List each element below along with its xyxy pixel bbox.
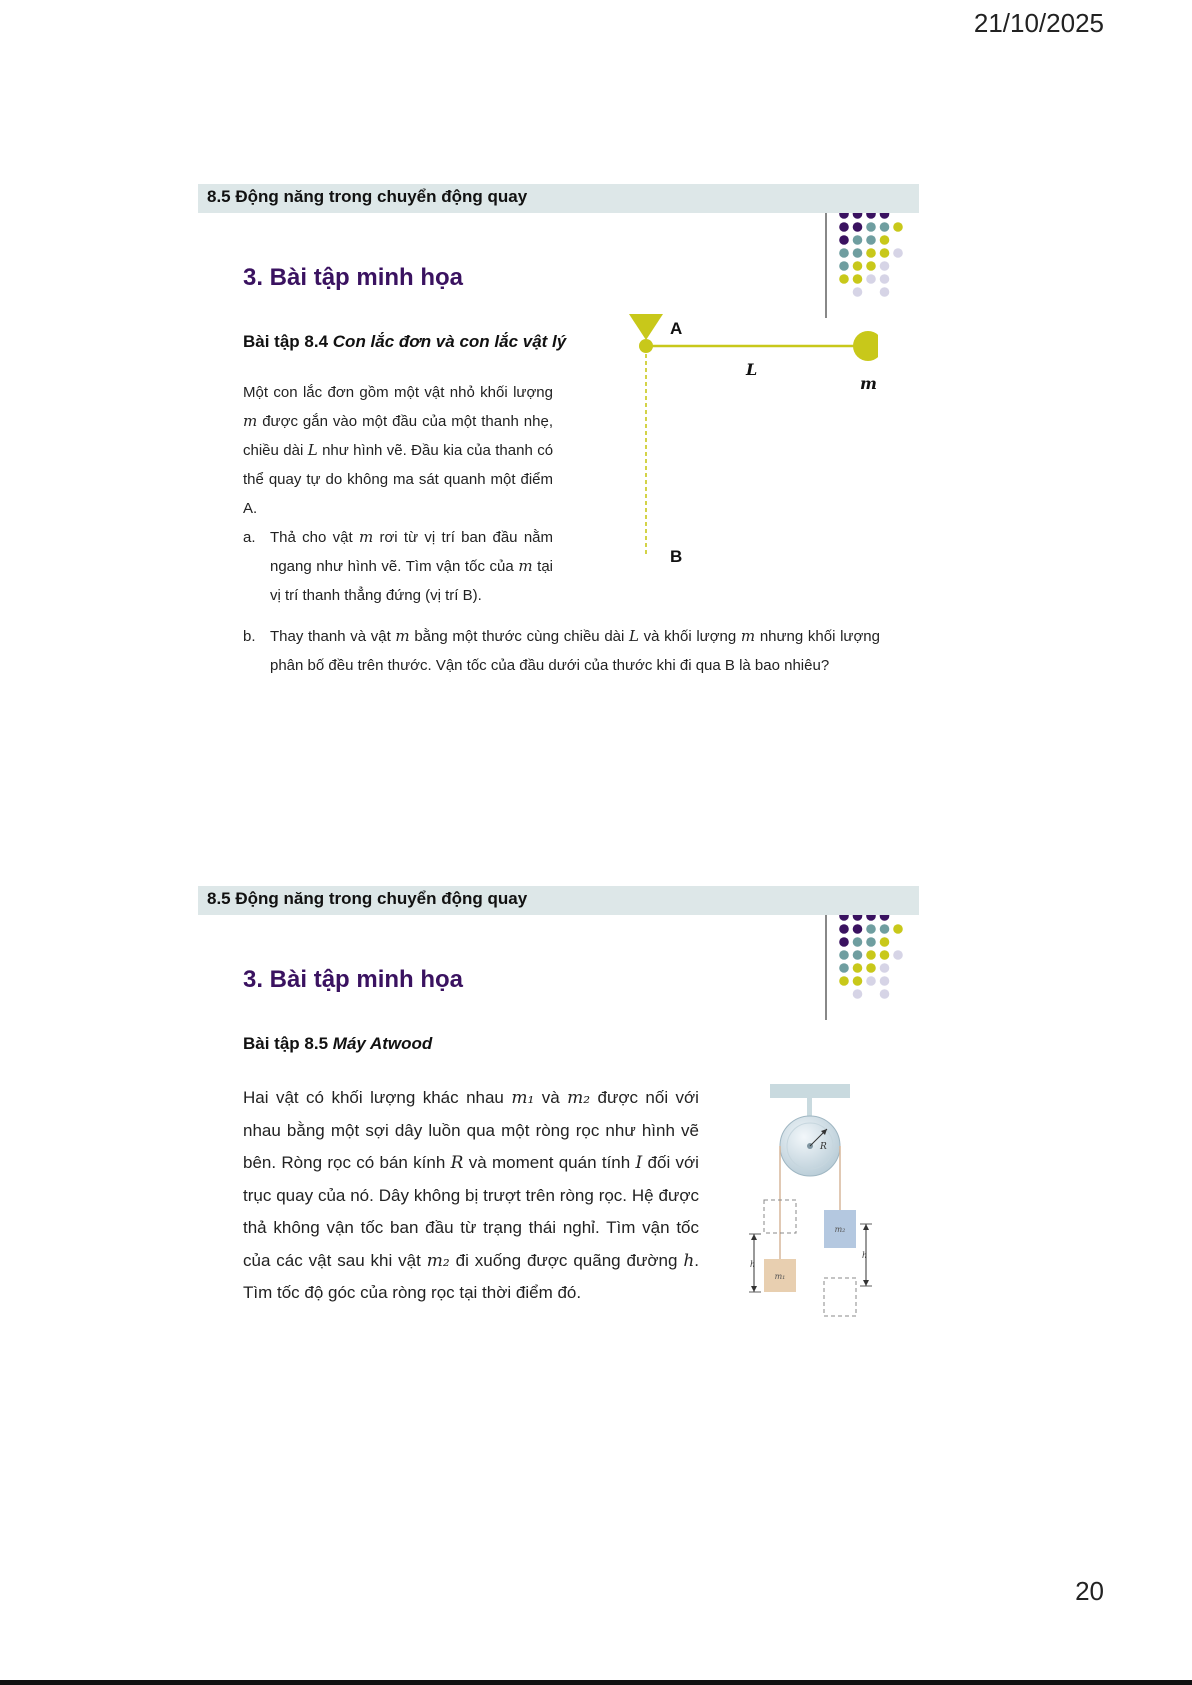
slide-1 [198,184,919,814]
decorative-dot [880,989,890,999]
decorative-dot [880,213,890,219]
decorative-dot [839,222,849,232]
section-header-bar [198,886,919,915]
label-m2: m₂ [834,1225,846,1234]
decorative-dot [853,937,863,947]
exercise-title [243,1034,432,1054]
label-h-right: h [862,1251,868,1260]
decorative-dot [893,222,903,232]
decorative-dot [866,976,876,986]
decorative-dot [839,976,849,986]
label-m: m [860,374,877,393]
decorative-dot [853,274,863,284]
decorative-dot [893,950,903,960]
question-b: b. Thay thanh và vật m bằng một thước cùng chiều dài L và khối lượng m nhưng khối lượng phân bố đều trên thước. Vận tốc của đầu dưới của thước khi đi qua B là bao nhiêu? [243,627,880,674]
decorative-dot [880,924,890,934]
decorative-dot [853,976,863,986]
decorative-dot [866,937,876,947]
decorative-dot [853,222,863,232]
decorative-dot [853,924,863,934]
decorative-dot [866,222,876,232]
exercise-name: Con lắc đơn và con lắc vật lý [332,332,567,351]
decorative-dot [880,222,890,232]
problem-text: Một con lắc đơn gồm một vật nhỏ khối lượng m được gắn vào một đầu của một thanh nhẹ, chiều dài L như hình vẽ. Đầu kia của thanh có thể quay tự do không ma sát quanh một điểm A. [243,384,554,517]
decorative-dot [853,989,863,999]
decorative-dots-icon [838,213,918,303]
bottom-border [0,1680,1192,1685]
decorative-dot [839,963,849,973]
decorative-dot [880,235,890,245]
decorative-dot [866,235,876,245]
decorative-dot [880,287,890,297]
label-m1: m₁ [774,1272,786,1281]
decorative-dot [866,274,876,284]
mass-ball [853,331,878,361]
exercise-label: Bài tập 8.4 [243,332,329,351]
atwood-machine-diagram [746,1084,886,1324]
decorative-dot [853,213,863,219]
pendulum-diagram [618,314,878,584]
decorative-dot [866,915,876,921]
exercise-name: Máy Atwood [332,1034,433,1053]
decorative-dot [839,937,849,947]
section-title: 3. Bài tập minh họa [243,966,464,993]
decorative-dot [839,915,849,921]
decorative-dot [893,924,903,934]
decorative-dot [880,976,890,986]
decorative-dot [839,261,849,271]
decorative-dot [880,248,890,258]
slide-2 [198,886,919,1516]
decorative-dot [880,950,890,960]
problem-text: Hai vật có khối lượng khác nhau m₁ và m₂ được nối với nhau bằng một sợi dây luồn qua một ròng rọc như hình vẽ bên. Ròng rọc có bán kính R và moment quán tính I đối với trục quay của nó. Dây không bị trượt trên ròng rọc. Hệ được thả không vận tốc ban đầu từ trạng thái nghỉ. Tìm vận tốc của các vật sau khi vật m₂ đi xuống được quãng đường h. Tìm tốc độ góc của ròng rọc tại thời điểm đó. [243,1088,699,1302]
decorative-dot [839,213,849,219]
date: 21/10/2025 [973,8,1104,38]
page-number: 20 [1075,1576,1104,1606]
decorative-dot [880,274,890,284]
label-B: B [670,547,683,566]
decorative-dots-icon [838,915,918,1005]
ceiling-support [770,1084,850,1098]
decorative-dot [893,248,903,258]
decorative-dot [866,963,876,973]
decorative-dot [853,963,863,973]
divider-line [825,915,827,1020]
decorative-dot [866,213,876,219]
decorative-dot [880,963,890,973]
label-R: R [820,1142,827,1152]
divider-line [825,213,827,318]
decorative-dot [853,248,863,258]
decorative-dot [880,937,890,947]
decorative-dot [880,915,890,921]
decorative-dot [839,274,849,284]
decorative-dot [839,950,849,960]
section-title: 3. Bài tập minh họa [243,264,464,291]
section-header-text: 8.5 Động năng trong chuyển động quay [207,889,528,908]
pivot-support-icon [629,314,663,340]
decorative-dot [839,248,849,258]
decorative-dot [853,287,863,297]
exercise-title [243,332,566,352]
decorative-dot [839,924,849,934]
decorative-dot [839,235,849,245]
section-header-bar [198,184,919,213]
decorative-dot [866,261,876,271]
label-h-left: h [750,1260,756,1269]
section-header-text: 8.5 Động năng trong chuyển động quay [207,187,528,206]
decorative-dot [853,915,863,921]
question-a: a. Thả cho vật m rơi từ vị trí ban đầu nằm ngang như hình vẽ. Tìm vận tốc của m tại vị trí thanh thẳng đứng (vị trí B). [243,528,553,604]
label-L: L [746,360,758,379]
decorative-dot [853,950,863,960]
decorative-dot [866,248,876,258]
m2-final-position [824,1278,856,1316]
decorative-dot [880,261,890,271]
decorative-dot [853,235,863,245]
decorative-dot [866,924,876,934]
decorative-dot [866,950,876,960]
decorative-dot [853,261,863,271]
exercise-label: Bài tập 8.5 [243,1034,329,1053]
label-A: A [670,319,683,338]
